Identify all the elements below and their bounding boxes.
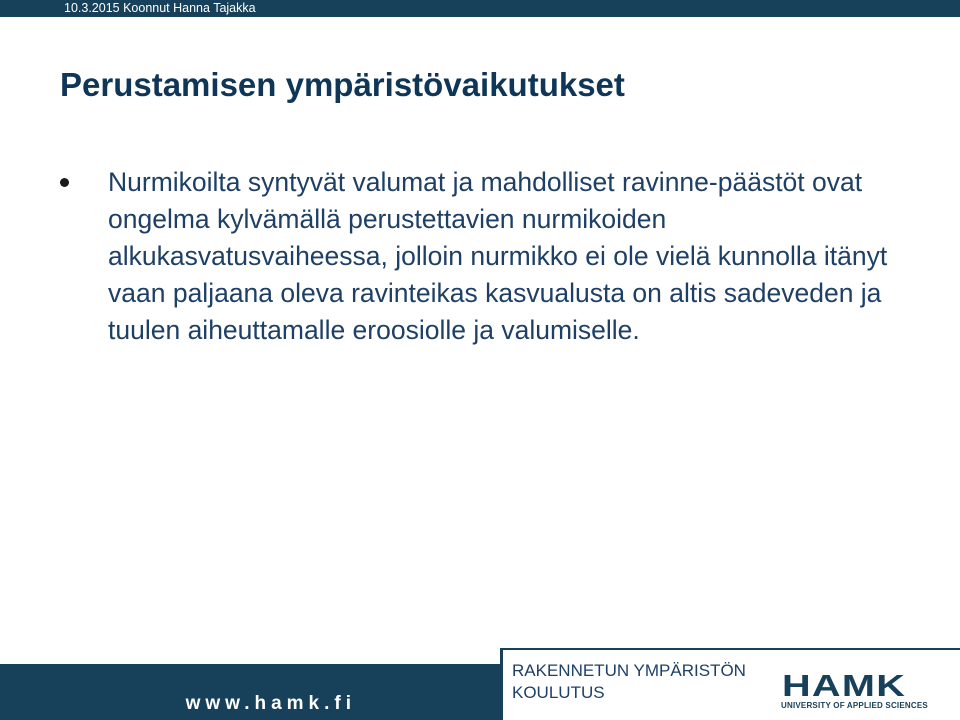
hamk-logo-wordmark: HAMK	[782, 668, 907, 703]
department-name	[512, 660, 746, 704]
bullet-icon	[60, 178, 69, 187]
footer-website-bar	[0, 664, 500, 720]
website-link[interactable]: www.hamk.fi	[185, 693, 356, 714]
department-line-2: KOULUTUS	[512, 683, 605, 702]
top-header-bar	[0, 0, 960, 17]
footer-divider	[500, 648, 960, 650]
header-date-author: 10.3.2015 Koonnut Hanna Tajakka	[64, 1, 256, 15]
department-line-1: RAKENNETUN YMPÄRISTÖN	[512, 661, 746, 680]
bullet-text: Nurmikoilta syntyvät valumat ja mahdolliset ravinne-päästöt ovat ongelma kylvämällä perustettavien nurmikoiden alkukasvatusvaiheessa, jolloin nurmikko ei ole vielä kunnolla itänyt vaan paljaana oleva ravinteikas kasvualusta on altis sadeveden ja tuulen aiheuttamalle eroosiolle ja valumiselle.	[108, 167, 888, 345]
hamk-logo-subtitle: UNIVERSITY OF APPLIED SCIENCES	[781, 701, 928, 710]
slide-title: Perustamisen ympäristövaikutukset	[60, 66, 625, 103]
hamk-logo	[778, 670, 938, 710]
footer-divider-vertical	[500, 648, 503, 720]
